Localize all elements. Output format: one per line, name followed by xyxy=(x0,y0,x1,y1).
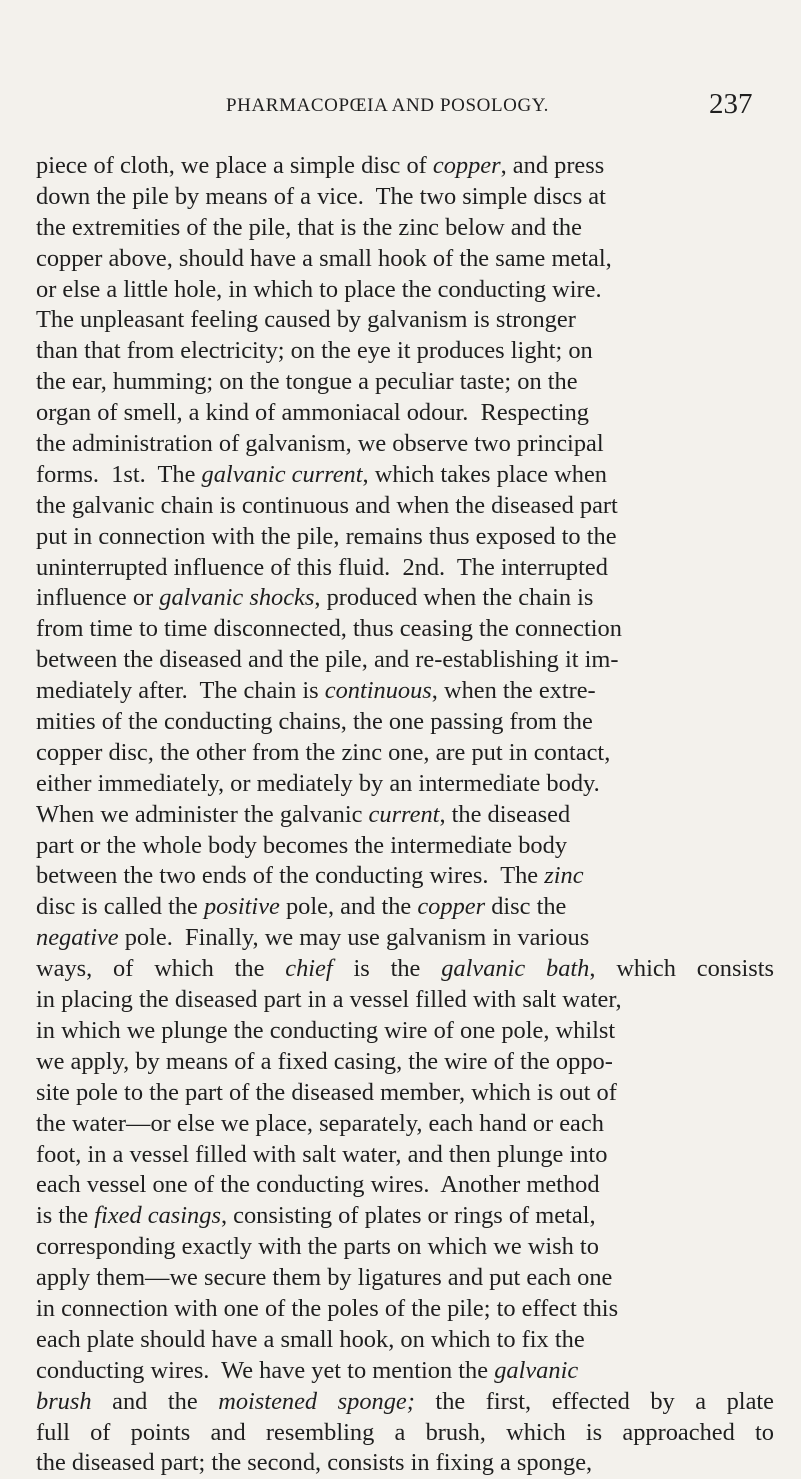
italic-text: galvanic bath xyxy=(441,955,590,983)
italic-text: galvanic current xyxy=(201,460,363,488)
text-segment: than that from electricity; on the eye it produces light; on xyxy=(36,337,593,365)
italic-text: continuous xyxy=(324,677,432,705)
text-line xyxy=(36,954,774,985)
italic-text: brush xyxy=(36,1387,92,1415)
text-segment: the extremities of the pile, that is the zinc below and the xyxy=(36,213,582,241)
text-segment: either immediately, or mediately by an intermediate body. xyxy=(36,769,600,797)
italic-text: moistened sponge; xyxy=(218,1387,415,1415)
text-line xyxy=(36,676,774,707)
text-segment: mities of the conducting chains, the one passing from the xyxy=(36,708,593,736)
text-segment: apply them—we secure them by ligatures and put each one xyxy=(36,1264,613,1292)
italic-text: current xyxy=(368,800,440,828)
text-segment: ways, of which the xyxy=(36,955,286,983)
text-line xyxy=(36,522,774,553)
text-segment: , which consists xyxy=(589,955,774,983)
text-line xyxy=(36,1109,774,1140)
text-line xyxy=(36,244,774,275)
text-segment: corresponding exactly with the parts on which we wish to xyxy=(36,1233,599,1261)
text-line xyxy=(36,1232,774,1263)
text-segment: down the pile by means of a vice. The two simple discs at xyxy=(36,182,606,210)
text-segment: in which we plunge the conducting wire of one pole, whilst xyxy=(36,1016,616,1044)
text-segment: forms. 1st. The xyxy=(36,460,202,488)
text-segment: influence or xyxy=(36,584,160,612)
text-segment: put in connection with the pile, remains thus exposed to the xyxy=(36,522,617,550)
text-segment: piece of cloth, we place a simple disc of xyxy=(36,152,433,179)
text-segment: copper disc, the other from the zinc one, are put in contact, xyxy=(36,738,611,766)
italic-text: positive xyxy=(203,893,280,921)
text-segment: each vessel one of the conducting wires. Another method xyxy=(36,1171,600,1199)
text-segment: the water—or else we place, separately, each hand or each xyxy=(36,1109,604,1137)
text-segment: When we administer the galvanic xyxy=(36,800,369,828)
text-line xyxy=(36,1016,774,1047)
text-segment: pole. Finally, we may use galvanism in various xyxy=(118,924,590,952)
text-segment: conducting wires. We have yet to mention the xyxy=(36,1356,495,1384)
italic-text: chief xyxy=(285,955,333,983)
text-segment: , consisting of plates or rings of metal, xyxy=(220,1202,596,1230)
body-text xyxy=(36,151,774,1479)
text-line xyxy=(36,182,774,213)
text-segment: site pole to the part of the diseased member, which is out of xyxy=(36,1078,617,1106)
text-segment: the first, effected by a plate xyxy=(414,1387,775,1415)
text-line xyxy=(36,1448,774,1479)
text-line xyxy=(36,398,774,429)
text-segment: mediately after. The chain is xyxy=(36,677,325,705)
text-line xyxy=(36,429,774,460)
text-segment: , when the extre- xyxy=(431,677,596,705)
text-segment: in connection with one of the poles of the pile; to effect this xyxy=(36,1294,619,1322)
text-segment: the ear, humming; on the tongue a peculiar taste; on the xyxy=(36,368,578,396)
text-segment: full of points and resembling a brush, which is approached to xyxy=(36,1418,774,1446)
text-segment: , and press xyxy=(500,152,605,179)
text-line xyxy=(36,1418,774,1449)
text-line xyxy=(36,553,774,584)
text-segment: each plate should have a small hook, on which to fix the xyxy=(36,1325,585,1353)
page-number: 237 xyxy=(709,88,753,120)
text-segment: between the two ends of the conducting wires. The xyxy=(36,862,545,890)
text-segment: part or the whole body becomes the intermediate body xyxy=(36,831,568,859)
italic-text: zinc xyxy=(544,862,584,890)
text-line xyxy=(36,1078,774,1109)
italic-text: galvanic shocks xyxy=(159,584,315,612)
text-segment: foot, in a vessel filled with salt water, and then plunge into xyxy=(36,1140,608,1168)
text-line xyxy=(36,213,774,244)
text-line xyxy=(36,892,774,923)
text-line xyxy=(36,831,774,862)
text-segment: , produced when the chain is xyxy=(314,584,594,612)
italic-text: fixed casings xyxy=(94,1202,221,1230)
text-line xyxy=(36,923,774,954)
text-line xyxy=(36,275,774,306)
text-line xyxy=(36,614,774,645)
text-line xyxy=(36,1325,774,1356)
text-segment: we apply, by means of a fixed casing, the wire of the oppo- xyxy=(36,1047,613,1075)
italic-text: copper xyxy=(432,152,501,179)
text-line xyxy=(36,800,774,831)
text-segment: disc is called the xyxy=(36,893,204,921)
text-line xyxy=(36,738,774,769)
text-segment: disc the xyxy=(485,893,567,921)
text-line xyxy=(36,1294,774,1325)
text-segment: uninterrupted influence of this fluid. 2nd. The interrupted xyxy=(36,553,608,581)
text-segment: , the diseased xyxy=(439,800,571,828)
text-segment: the diseased part; the second, consists in fixing a sponge, xyxy=(36,1449,593,1477)
text-line xyxy=(36,1140,774,1171)
text-line xyxy=(36,491,774,522)
text-line xyxy=(36,151,774,182)
text-line xyxy=(36,305,774,336)
text-segment: , which takes place when xyxy=(362,460,608,488)
running-head xyxy=(0,88,801,128)
text-segment: and the xyxy=(91,1387,219,1415)
text-segment: pole, and the xyxy=(279,893,418,921)
text-line xyxy=(36,769,774,800)
text-segment: the galvanic chain is continuous and when the diseased part xyxy=(36,491,618,519)
text-segment: is the xyxy=(36,1202,95,1230)
text-segment: from time to time disconnected, thus ceasing the connection xyxy=(36,615,622,643)
text-segment: copper above, should have a small hook of the same metal, xyxy=(36,244,612,272)
text-segment: organ of smell, a kind of ammoniacal odour. Respecting xyxy=(36,399,589,427)
text-line xyxy=(36,336,774,367)
text-line xyxy=(36,460,774,491)
running-head-title: PHARMACOPŒIA AND POSOLOGY. xyxy=(226,95,550,116)
italic-text: negative xyxy=(36,924,119,952)
text-line xyxy=(36,645,774,676)
text-line xyxy=(36,1263,774,1294)
text-line xyxy=(36,861,774,892)
text-line xyxy=(36,1170,774,1201)
text-line xyxy=(36,367,774,398)
text-line xyxy=(36,1356,774,1387)
text-line xyxy=(36,583,774,614)
text-segment: between the diseased and the pile, and re-establishing it im- xyxy=(36,646,619,674)
text-line xyxy=(36,707,774,738)
italic-text: copper xyxy=(417,893,486,921)
text-segment: is the xyxy=(332,955,442,983)
text-segment: The unpleasant feeling caused by galvanism is stronger xyxy=(36,306,576,334)
text-line xyxy=(36,1201,774,1232)
text-segment: or else a little hole, in which to place the conducting wire. xyxy=(36,275,602,303)
text-line xyxy=(36,985,774,1016)
italic-text: galvanic xyxy=(494,1356,579,1384)
text-line xyxy=(36,1387,774,1418)
text-line xyxy=(36,1047,774,1078)
text-segment: in placing the diseased part in a vessel filled with salt water, xyxy=(36,986,622,1014)
text-segment: the administration of galvanism, we observe two principal xyxy=(36,430,604,458)
